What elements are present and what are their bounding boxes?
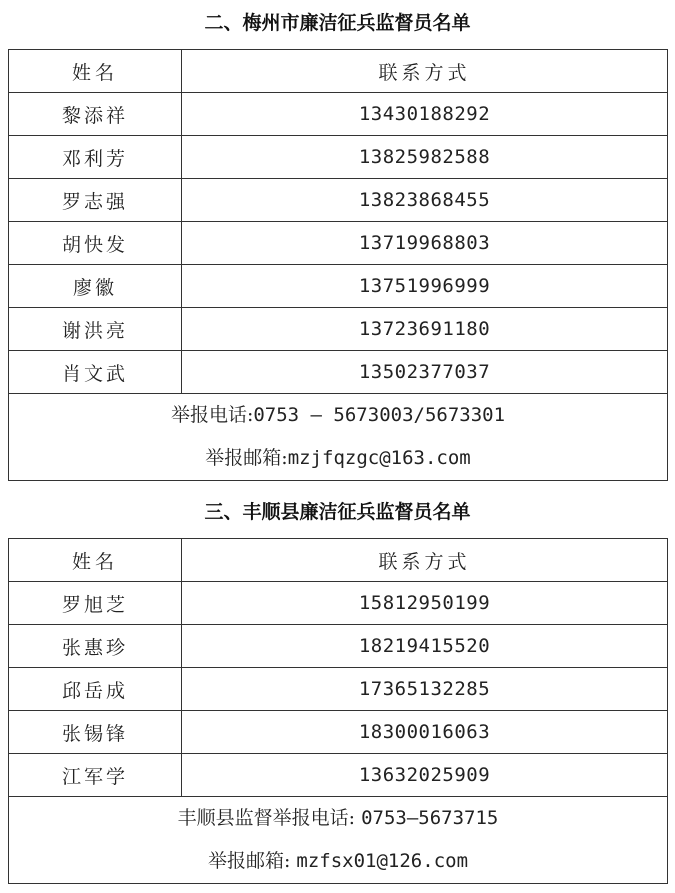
supervisor-phone: 18219415520 (182, 625, 668, 668)
supervisor-table-meizhou (8, 49, 668, 481)
column-header-contact: 联系方式 (182, 539, 668, 582)
supervisor-name: 黎添祥 (9, 93, 182, 136)
table-header-row (9, 539, 668, 582)
report-email-label: 举报邮箱: (207, 850, 297, 872)
supervisor-phone: 13823868455 (182, 179, 668, 222)
table-row (9, 222, 668, 265)
table-row (9, 668, 668, 711)
supervisor-name: 邱岳成 (9, 668, 182, 711)
supervisor-phone: 13632025909 (182, 754, 668, 797)
section-title-fengshun: 三、丰顺县廉洁征兵监督员名单 (204, 501, 471, 523)
column-header-contact: 联系方式 (182, 50, 668, 93)
supervisor-phone: 13751996999 (182, 265, 668, 308)
supervisor-name: 肖文武 (9, 351, 182, 394)
supervisor-phone: 13723691180 (182, 308, 668, 351)
supervisor-name: 罗志强 (9, 179, 182, 222)
table-header-row (9, 50, 668, 93)
table-row (9, 136, 668, 179)
supervisor-name: 廖徽 (9, 265, 182, 308)
section-title-meizhou: 二、梅州市廉洁征兵监督员名单 (204, 12, 471, 34)
supervisor-phone: 13825982588 (182, 136, 668, 179)
report-phone-label: 丰顺县监督举报电话: (177, 807, 362, 829)
table-row (9, 351, 668, 394)
table-row (9, 582, 668, 625)
report-email-line (9, 437, 667, 480)
table-row (9, 93, 668, 136)
report-contact-info (9, 797, 668, 884)
supervisor-phone: 15812950199 (182, 582, 668, 625)
supervisor-phone: 18300016063 (182, 711, 668, 754)
supervisor-name: 邓利芳 (9, 136, 182, 179)
table-row (9, 265, 668, 308)
report-contact-info (9, 394, 668, 481)
report-phone-value: 0753—5673715 (361, 807, 499, 829)
report-phone-line (9, 797, 667, 840)
supervisor-phone: 13719968803 (182, 222, 668, 265)
table-footer-row (9, 797, 668, 884)
report-email-label: 举报邮箱: (205, 447, 288, 469)
table-row (9, 308, 668, 351)
supervisor-name: 张锡锋 (9, 711, 182, 754)
report-phone-label: 举报电话: (170, 404, 254, 426)
table-row (9, 754, 668, 797)
supervisor-name: 胡快发 (9, 222, 182, 265)
supervisor-phone: 17365132285 (182, 668, 668, 711)
table-footer-row (9, 394, 668, 481)
report-email-line (9, 840, 667, 883)
report-email-value: mzjfqzgc@163.com (287, 447, 471, 469)
table-row (9, 711, 668, 754)
column-header-name: 姓名 (9, 50, 182, 93)
report-email-value: mzfsx01@126.com (296, 850, 469, 872)
supervisor-phone: 13502377037 (182, 351, 668, 394)
column-header-name: 姓名 (9, 539, 182, 582)
table-row (9, 625, 668, 668)
supervisor-name: 谢洪亮 (9, 308, 182, 351)
supervisor-table-fengshun (8, 538, 668, 884)
report-phone-line (9, 394, 667, 437)
supervisor-name: 张惠珍 (9, 625, 182, 668)
supervisor-name: 江军学 (9, 754, 182, 797)
supervisor-name: 罗旭芝 (9, 582, 182, 625)
table-row (9, 179, 668, 222)
supervisor-phone: 13430188292 (182, 93, 668, 136)
report-phone-value: 0753 — 5673003/5673301 (253, 404, 506, 426)
